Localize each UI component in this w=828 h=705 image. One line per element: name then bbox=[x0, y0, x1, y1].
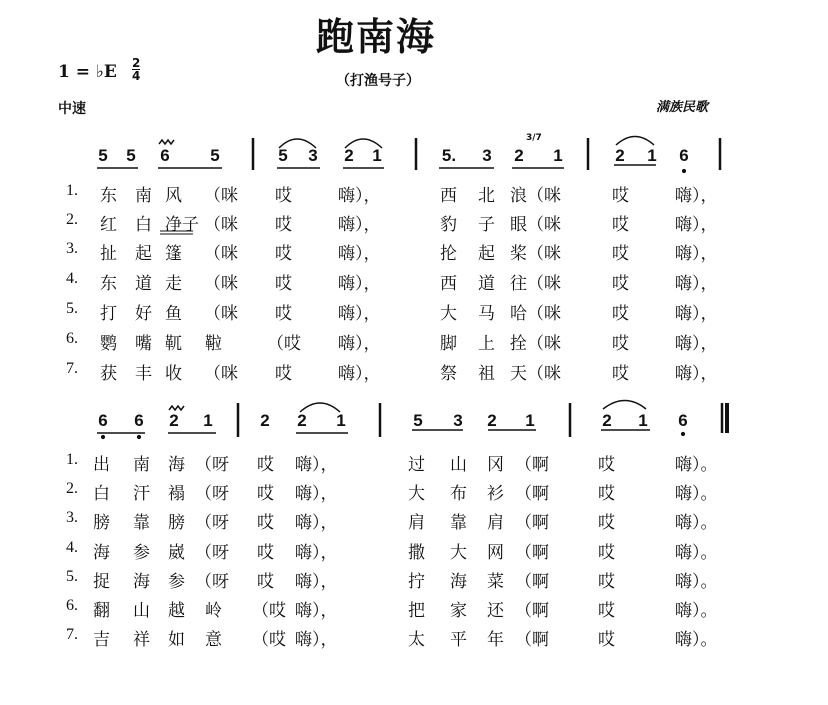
lyric-syllable: （咪 bbox=[204, 215, 238, 235]
low-octave-dot bbox=[682, 169, 685, 172]
note: 1 bbox=[372, 146, 382, 165]
lyric-syllable: 哎 bbox=[598, 513, 615, 533]
lyric-syllable: 太 bbox=[408, 630, 425, 650]
lyric-syllable: 嗨）， bbox=[295, 455, 338, 475]
lyric-syllable: 收 bbox=[165, 364, 182, 384]
lyric-syllable: 哎 bbox=[612, 186, 629, 206]
lyric-syllable: 哎 bbox=[275, 304, 292, 324]
lyric-syllable: 嘴 bbox=[135, 334, 152, 354]
lyric-syllable: 篷 bbox=[165, 244, 182, 264]
lyric-syllable: 脚 bbox=[440, 334, 457, 354]
lyric-syllable: 上 bbox=[478, 334, 495, 354]
lyric-syllable: 膀 bbox=[168, 513, 185, 533]
lyric-syllable: 嗨）， bbox=[295, 484, 338, 504]
lyric-syllable: 哎 bbox=[598, 455, 615, 475]
lyric-syllable: 好 bbox=[135, 304, 152, 324]
verse-number: 1. bbox=[66, 182, 78, 199]
verse-number: 5. bbox=[66, 568, 78, 585]
verse-number: 4. bbox=[66, 270, 78, 287]
lyric-syllable: 嗨）， bbox=[338, 244, 381, 264]
lyric-syllable: 哎 bbox=[612, 304, 629, 324]
lyric-syllable: 嗨）， bbox=[338, 334, 381, 354]
verse-number: 5. bbox=[66, 300, 78, 317]
lyric-syllable: 嗨）， bbox=[675, 186, 718, 206]
lyric-syllable: 嗨）， bbox=[295, 630, 338, 650]
lyric-syllable: 撒 bbox=[408, 543, 425, 563]
lyric-syllable: （呀 bbox=[195, 572, 229, 592]
lyric-syllable: 肩 bbox=[408, 513, 425, 533]
lyric-syllable: 嗨）， bbox=[295, 543, 338, 563]
lyric-syllable: 祖 bbox=[478, 364, 495, 384]
lyric-syllable: 哎 bbox=[257, 455, 274, 475]
lyric-syllable: 捉 bbox=[93, 572, 110, 592]
lyric-syllable: 南 bbox=[133, 455, 150, 475]
lyric-syllable: 哎 bbox=[612, 364, 629, 384]
lyric-syllable: 把 bbox=[408, 601, 425, 621]
lyric-syllable: （呀 bbox=[195, 513, 229, 533]
lyric-syllable: （呀 bbox=[195, 455, 229, 475]
lyric-syllable: 抡 bbox=[440, 244, 457, 264]
lyric-syllable: （啊 bbox=[515, 513, 549, 533]
lyric-syllable: （咪 bbox=[204, 186, 238, 206]
note: 2 bbox=[602, 411, 612, 430]
lyric-syllable: 嗨）。 bbox=[675, 455, 718, 475]
song-origin: 满族民歌 bbox=[656, 100, 709, 115]
lyric-syllable: 嗨）， bbox=[675, 215, 718, 235]
lyric-syllable: （呀 bbox=[195, 543, 229, 563]
lyric-syllable: （咪 bbox=[204, 364, 238, 384]
lyric-syllable: 获 bbox=[100, 364, 117, 384]
lyric-syllable: 哎 bbox=[257, 543, 274, 563]
lyric-syllable: （啊 bbox=[515, 484, 549, 504]
lyric-syllable: 褟 bbox=[168, 484, 185, 504]
note: 5 bbox=[126, 146, 136, 165]
lyric-syllable: 哎 bbox=[598, 630, 615, 650]
lyric-syllable: 出 bbox=[93, 455, 110, 475]
lyric-syllable: 起 bbox=[135, 244, 152, 264]
lyric-syllable: 靠 bbox=[133, 513, 150, 533]
note: 6 bbox=[98, 411, 108, 430]
lyric-syllable: 祭 bbox=[440, 364, 457, 384]
lyric-syllable: 哎 bbox=[598, 543, 615, 563]
lyric-syllable: 参 bbox=[133, 543, 150, 563]
lyric-syllable: 子 bbox=[478, 215, 495, 235]
lyric-syllable: （咪 bbox=[204, 274, 238, 294]
verse-number: 7. bbox=[66, 626, 78, 643]
lyric-syllable: 衫 bbox=[487, 484, 504, 504]
lyric-syllable: 家 bbox=[450, 601, 467, 621]
lyric-syllable: 意 bbox=[205, 630, 222, 650]
lyric-syllable: 海 bbox=[168, 455, 185, 475]
note: 2 bbox=[514, 146, 524, 165]
lyric-syllable: 平 bbox=[450, 630, 467, 650]
lyric-syllable: 山 bbox=[133, 601, 150, 621]
lyric-syllable: 靠 bbox=[450, 513, 467, 533]
note: 6 bbox=[160, 146, 170, 165]
lyric-syllable: 嗨）。 bbox=[675, 601, 718, 621]
lyric-syllable: （啊 bbox=[515, 543, 549, 563]
lyric-syllable: 嗨）， bbox=[338, 364, 381, 384]
lyric-syllable: （啊 bbox=[515, 630, 549, 650]
time-signature-top: 2 bbox=[132, 56, 141, 70]
note: 3 bbox=[453, 411, 463, 430]
lyric-syllable: （咪 bbox=[204, 304, 238, 324]
lyric-syllable: 道 bbox=[135, 274, 152, 294]
lyric-syllable: 走 bbox=[165, 274, 182, 294]
lyric-syllable: 眼（咪 bbox=[510, 215, 561, 235]
verse-number: 3. bbox=[66, 240, 78, 257]
lyric-syllable: 哎 bbox=[598, 484, 615, 504]
lyric-syllable: 嗨）。 bbox=[675, 484, 718, 504]
verse-number: 1. bbox=[66, 451, 78, 468]
note: 2 bbox=[297, 411, 307, 430]
lyric-syllable: （哎 bbox=[252, 601, 286, 621]
note: 1 bbox=[638, 411, 648, 430]
lyric-syllable: 哎 bbox=[612, 244, 629, 264]
lyric-syllable: 风 bbox=[165, 186, 182, 206]
lyric-syllable: 哎 bbox=[612, 274, 629, 294]
note: 1 bbox=[336, 411, 346, 430]
mordent-icon bbox=[169, 406, 184, 410]
note: 2 bbox=[169, 411, 179, 430]
lyric-syllable: 山 bbox=[450, 455, 467, 475]
lyric-syllable: （啊 bbox=[515, 572, 549, 592]
lyric-syllable: 东 bbox=[100, 274, 117, 294]
lyric-syllable: 南 bbox=[135, 186, 152, 206]
lyric-syllable: 北 bbox=[478, 186, 495, 206]
lyric-syllable: 嗨）， bbox=[338, 274, 381, 294]
lyric-syllable: 打 bbox=[100, 304, 117, 324]
verse-number: 7. bbox=[66, 360, 78, 377]
lyric-syllable: 道 bbox=[478, 274, 495, 294]
lyric-syllable: 海 bbox=[133, 572, 150, 592]
lyric-syllable: 肩 bbox=[487, 513, 504, 533]
lyric-syllable: 冈 bbox=[487, 455, 504, 475]
lyric-syllable: 嗨）， bbox=[295, 601, 338, 621]
lyric-syllable: 嗨）， bbox=[338, 215, 381, 235]
lyric-syllable: 大 bbox=[440, 304, 457, 324]
lyric-syllable: 参 bbox=[168, 572, 185, 592]
lyric-syllable: 拴（咪 bbox=[510, 334, 561, 354]
grace-note: 3/7 bbox=[526, 133, 542, 143]
tempo-marking: 中速 bbox=[58, 101, 86, 117]
beams-system-1 bbox=[97, 165, 656, 168]
lyric-syllable: 嗨）。 bbox=[675, 543, 718, 563]
lyric-syllable: 大 bbox=[408, 484, 425, 504]
low-octave-dot bbox=[101, 435, 104, 438]
lyric-syllable: 布 bbox=[450, 484, 467, 504]
note: 3 bbox=[482, 146, 492, 165]
time-signature-bottom: 4 bbox=[132, 69, 141, 83]
lyric-syllable: 嗨）。 bbox=[675, 630, 718, 650]
lyric-syllable: 拧 bbox=[408, 572, 425, 592]
lyric-syllable: 白 bbox=[135, 215, 152, 235]
lyric-syllable: 西 bbox=[440, 186, 457, 206]
lyric-syllable: 哎 bbox=[275, 274, 292, 294]
lyric-syllable: 膀 bbox=[93, 513, 110, 533]
verse-number: 2. bbox=[66, 480, 78, 497]
lyric-syllable: 嗨）。 bbox=[675, 572, 718, 592]
slurs-system-1 bbox=[279, 137, 654, 149]
lyric-syllable: 还 bbox=[487, 601, 504, 621]
verse-number: 3. bbox=[66, 509, 78, 526]
lyric-syllable: 净子 bbox=[165, 215, 199, 235]
verse-number: 6. bbox=[66, 597, 78, 614]
lyric-syllable: （哎 bbox=[252, 630, 286, 650]
lyric-syllable: 哎 bbox=[612, 334, 629, 354]
note: 2 bbox=[487, 411, 497, 430]
lyric-syllable: 吉 bbox=[93, 630, 110, 650]
lyric-syllable: （咪 bbox=[204, 244, 238, 264]
low-octave-dot bbox=[137, 435, 140, 438]
note: 6 bbox=[679, 146, 689, 165]
lyric-syllable: 靰 bbox=[165, 334, 182, 354]
lyric-syllable: 网 bbox=[487, 543, 504, 563]
low-octave-dot bbox=[681, 432, 684, 435]
lyric-syllable: 海 bbox=[93, 543, 110, 563]
lyric-syllable: 嗨）， bbox=[675, 364, 718, 384]
note: 5 bbox=[278, 146, 288, 165]
lyric-syllable: 天（咪 bbox=[510, 364, 561, 384]
note: 5 bbox=[210, 146, 220, 165]
note: 1 bbox=[203, 411, 213, 430]
lyric-syllable: （啊 bbox=[515, 601, 549, 621]
verse-number: 2. bbox=[66, 211, 78, 228]
lyric-syllable: 岭 bbox=[205, 601, 222, 621]
lyric-syllable: 马 bbox=[478, 304, 495, 324]
lyric-syllable: 哎 bbox=[612, 215, 629, 235]
lyric-syllable: 哎 bbox=[598, 601, 615, 621]
lyric-syllable: 东 bbox=[100, 186, 117, 206]
lyric-syllable: 哎 bbox=[598, 572, 615, 592]
lyric-syllable: 哎 bbox=[257, 484, 274, 504]
lyric-syllable: 嗨）， bbox=[675, 244, 718, 264]
lyric-syllable: 嗨）。 bbox=[675, 513, 718, 533]
lyric-syllable: 年 bbox=[487, 630, 504, 650]
note: 5 bbox=[413, 411, 423, 430]
lyric-syllable: 菜 bbox=[487, 572, 504, 592]
note: 1 bbox=[553, 146, 563, 165]
song-subtitle: （打渔号子） bbox=[336, 73, 420, 89]
lyric-syllable: 嗨）， bbox=[675, 304, 718, 324]
lyric-syllable: 豹 bbox=[440, 215, 457, 235]
lyric-syllable: 西 bbox=[440, 274, 457, 294]
lyric-syllable: 如 bbox=[168, 630, 185, 650]
note: 2 bbox=[260, 411, 270, 430]
note: 5. bbox=[441, 146, 457, 165]
verse-number: 6. bbox=[66, 330, 78, 347]
note: 3 bbox=[308, 146, 318, 165]
lyric-syllable: 嗨）， bbox=[295, 513, 338, 533]
lyric-syllable: 越 bbox=[168, 601, 185, 621]
lyric-syllable: 红 bbox=[100, 215, 117, 235]
lyric-syllable: 大 bbox=[450, 543, 467, 563]
lyric-syllable: （哎 bbox=[267, 334, 301, 354]
song-title: 跑南海 bbox=[316, 15, 437, 59]
lyric-syllable: 崴 bbox=[168, 543, 185, 563]
lyric-syllable: 鞡 bbox=[205, 334, 222, 354]
beams-system-2 bbox=[97, 430, 650, 433]
mordent-icon bbox=[159, 140, 174, 144]
lyric-syllable: 嗨）， bbox=[338, 186, 381, 206]
lyric-syllable: 翻 bbox=[93, 601, 110, 621]
lyric-syllable: 嗨）， bbox=[675, 334, 718, 354]
lyric-syllable: 扯 bbox=[100, 244, 117, 264]
lyric-syllable: （呀 bbox=[195, 484, 229, 504]
lyric-syllable: 哎 bbox=[275, 186, 292, 206]
lyric-syllable: 哎 bbox=[275, 215, 292, 235]
lyric-syllable: 浪（咪 bbox=[510, 186, 561, 206]
barlines-system-2 bbox=[238, 403, 727, 437]
lyric-syllable: 桨（咪 bbox=[510, 244, 561, 264]
lyric-syllable: 过 bbox=[408, 455, 425, 475]
lyric-syllable: 哎 bbox=[257, 572, 274, 592]
lyric-syllable: 嗨）， bbox=[295, 572, 338, 592]
lyric-syllable: 嗨）， bbox=[675, 274, 718, 294]
lyric-syllable: 起 bbox=[478, 244, 495, 264]
lyric-syllable: 丰 bbox=[135, 364, 152, 384]
note: 5 bbox=[98, 146, 108, 165]
lyric-syllable: 哎 bbox=[275, 244, 292, 264]
lyric-syllable: 哎 bbox=[257, 513, 274, 533]
note: 6 bbox=[678, 411, 688, 430]
note: 1 bbox=[525, 411, 535, 430]
verse-number: 4. bbox=[66, 539, 78, 556]
note: 6 bbox=[134, 411, 144, 430]
lyric-syllable: 哎 bbox=[275, 364, 292, 384]
lyric-syllable: （啊 bbox=[515, 455, 549, 475]
note: 2 bbox=[344, 146, 354, 165]
lyric-syllable: 嗨）， bbox=[338, 304, 381, 324]
lyric-syllable: 白 bbox=[93, 484, 110, 504]
lyric-syllable: 祥 bbox=[133, 630, 150, 650]
note: 2 bbox=[615, 146, 625, 165]
lyric-syllable: 汗 bbox=[133, 484, 150, 504]
slurs-system-2 bbox=[300, 401, 646, 413]
lyric-syllable: 往（咪 bbox=[510, 274, 561, 294]
lyric-syllable: 鱼 bbox=[165, 304, 182, 324]
note: 1 bbox=[647, 146, 657, 165]
key-signature: 1 = ♭E bbox=[58, 62, 117, 82]
lyric-syllable: 哈（咪 bbox=[510, 304, 561, 324]
lyric-syllable: 海 bbox=[450, 572, 467, 592]
lyric-syllable: 鹦 bbox=[100, 334, 117, 354]
